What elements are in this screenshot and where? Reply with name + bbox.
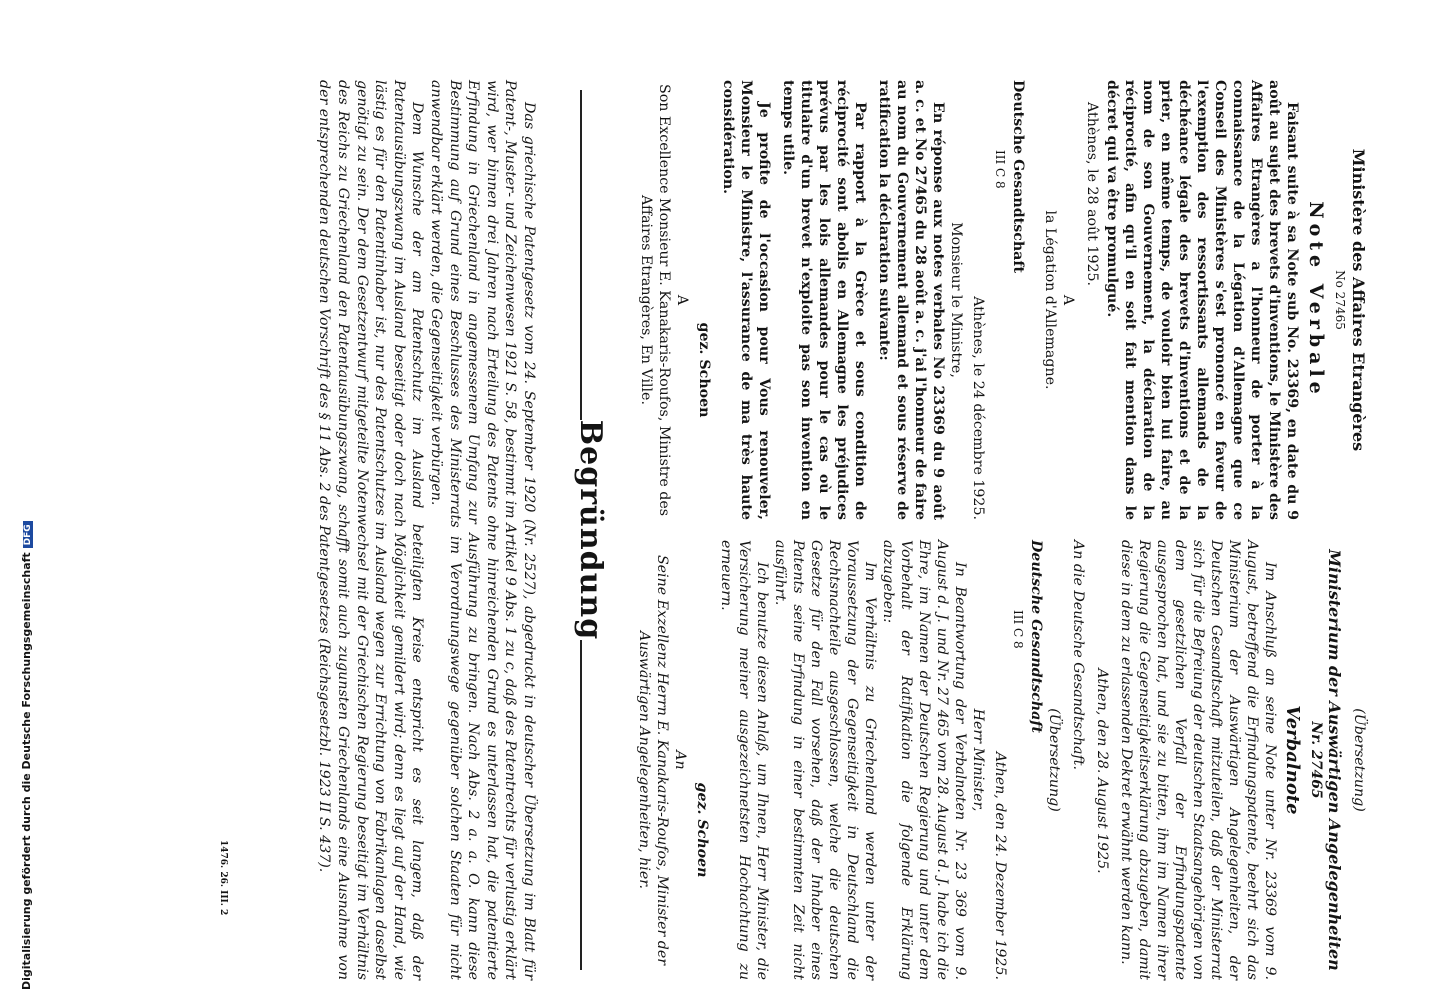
verbalnote-title: Verbalnote: [1282, 705, 1303, 815]
declaration-de: Im Verhältnis zu Griechenland werden unter der Voraussetzung der Gegenseitigkeit in Deutschland die Rechtsnachteile ausgeschlossen, welche die deutschen Gesetze für den Fall vorsehen, daß der Inhaber eines Patents seine Erfindung in einer bestimmten Zeit nicht ausführt.: [772, 540, 878, 980]
translation-label-1: (Übersetzung): [1351, 708, 1367, 812]
translation-label-2: (Übersetzung): [1046, 708, 1062, 812]
date-de-2: Athen, den 24. Dezember 1925.: [992, 751, 1008, 980]
note-verbale-title: Note Verbale: [1305, 201, 1327, 399]
gesandtschaft-de: Deutsche Gesandtschaft: [1028, 540, 1044, 734]
legation-fr: la Légation d'Allemagne.: [1042, 210, 1058, 390]
dfg-logo: DFG: [23, 521, 33, 548]
print-mark: 1476. 26. III. 2: [218, 840, 228, 916]
salutation-de: Herr Minister,: [970, 708, 986, 812]
declaration-fr: Par rapport à la Grèce et sous condition de réciprocité sont abolis en Allemagne les préjudices prévus par les lois allemandes pour le cas où le titulaire d'un brevet n'exploite pas son invention en temps utile.: [780, 80, 868, 520]
to-legation-de: An die Deutsche Gesandtschaft.: [1070, 540, 1086, 770]
credit-text: Digitalisierung gefördert durch die Deutsche Forschungsgemeinschaft: [20, 552, 33, 990]
signature-fr: gez. Schoen: [696, 322, 712, 418]
addressee-de: Seine Exzellenz Herrn E. Kanakaris-Roufos, Minister der Auswärtigen Angelegenheiten, hier.: [636, 554, 670, 966]
note-text-de: Im Anschluß an seine Note unter Nr. 23369 vom 9. August, betreffend die Erfindungspatente, beehrt sich das Ministerium der Auswärtigen Angelegenheiten, der Deutschen Gesandtschaft mitzuteilen, daß der Ministerrat sich für die Befreiung der deutschen Staatsangehörigen von dem gesetzlichen Verfall der Erfindungspatente ausgesprochen hat, und sie zu bitten, ihm im Namen ihrer Regierung die Gegenseitigkeitserklärung abzugeben, damit diese in dem zu erlassenden Dekret erwähnt werden kann.: [1118, 540, 1278, 980]
note-number-de: Nr. 27465: [1308, 721, 1324, 799]
a-line-2: A: [674, 294, 690, 306]
note-text-fr: Faisant suite à sa Note sub No. 23369, en date du 9 août au sujet des brevets d'inventions, le Ministère des Affaires Etrangères a l'honneur de porter à la connaissance de la Légation d'Allemagne que ce Conseil des Ministères s'est prononcé en faveur de l'exemption des ressortissants allemands de la déchéance légale des brevets d'inventions et de la prier, en même temps, de vouloir bien lui faire, au nom de son Gouvernement, la déclaration de la réciprocité, afin qu'il en soit fait mention dans le décret qui va être promulgué.: [1104, 80, 1300, 520]
date-de-1: Athen, den 28. August 1925.: [1094, 668, 1110, 874]
rotated-document: [188, 20, 1368, 990]
reply-text-fr: En réponse aux notes verbales No 23369 du 9 août a. c. et No 27465 du 28 août a. c. j'ai l'honneur de faire au nom du Gouvernement allemand et sous réserve de ratification la déclaration suivante:: [876, 80, 946, 520]
addressee-fr: Son Excellence Monsieur E. Kanakaris-Roufos, Ministre des Affaires Etrangères, En Ville.: [638, 83, 672, 517]
date-fr-2: Athènes, le 24 décembre 1925.: [970, 296, 986, 520]
note-number-fr: No 27465: [1333, 270, 1347, 330]
closing-fr: Je profite de l'occasion pour Vous renouveler, Monsieur le Ministre, l'assurance de ma très haute considération.: [720, 80, 772, 520]
german-column: [635, 540, 1368, 980]
begruendung-text: [315, 80, 538, 980]
begruendung-p1: Das griechische Patentgesetz vom 24. September 1920 (Nr. 2527), abgedruckt in deutscher Übersetzung im Blatt für Patent-, Muster- und Zeichenwesen 1921 S. 58, bestimmt im Artikel 9 Abs. 1 zu c, daß des Patentrechts für verlustig erklärt wird, wer binnen drei Jahren nach Erteilung des Patents ohne hinreichenden Grund es unterlassen hat, die patentierte Erfindung in Griechenland in angemessenem Umfang zur Ausführung zu bringen. Nach Abs. 2 a. a. O. kann diese Bestimmung auf Grund eines Beschlusses des Ministerrats im Verordnungswege gegenüber solchen Staaten für nicht anwendbar erklärt werden, die Gegenseitigkeit verbürgen.: [428, 80, 537, 980]
begruendung-title: Begründung: [573, 419, 608, 641]
ref-fr: III C 8: [993, 150, 1007, 189]
ministry-heading-fr: Ministère des Affaires Etrangères: [1349, 148, 1368, 452]
gesandtschaft-fr: Deutsche Gesandtschaft: [1010, 80, 1026, 274]
divider-right: [580, 640, 582, 970]
reply-text-de: In Beantwortung der Verbalnoten Nr. 23 369 vom 9. August d. J. und Nr. 27 465 vom 28. August d. J. habe ich die Ehre, im Namen der Deutschen Regierung und unter dem Vorbehalt der Ratifikation die folgende Erklärung abzugeben:: [880, 540, 968, 980]
digitization-credit: [20, 521, 33, 990]
ministry-heading-de: Ministerium der Auswärtigen Angelegenheiten: [1325, 549, 1344, 971]
closing-de: Ich benutze diesen Anlaß, um Ihnen, Herr Minister, die Versicherung meiner ausgezeichnetsten Hochachtung zu erneuern.: [718, 540, 770, 980]
signature-de: gez. Schoen: [694, 782, 710, 878]
date-fr-1: Athènes, le 28 août 1925.: [1084, 102, 1100, 287]
ref-de: III C 8: [1011, 610, 1025, 649]
a-line-1: A: [1060, 294, 1076, 306]
an-line: An: [672, 750, 688, 770]
salutation-fr: Monsieur le Ministre,: [948, 222, 964, 378]
french-column: [637, 80, 1368, 520]
begruendung-p2: Dem Wunsche der am Patentschutz im Ausland beteiligten Kreise entspricht es seit langem, daß der Patentausübungszwang im Ausland beseitigt oder doch nach Möglichkeit gemildert wird; denn es liegt auf der Hand, wie lästig es für den Patentinhaber ist, nur des Patentschutzes im Ausland wegen zur Errichtung von Fabrikanlagen daselbst genötigt zu sein. Der dem Gesetzentwurf mitgeteilte Notenwechsel mit der Griechischen Regierung beseitigt im Verhältnis des Reichs zu Griechenland den Patentausübungszwang, schafft somit auch zugunsten Griechenlands eine Ausnahme von der entsprechenden deutschen Vorschrift des § 11 Abs. 2 des Patentgesetzes (Reichsgesetzbl. 1923 II S. 437).: [316, 80, 426, 980]
